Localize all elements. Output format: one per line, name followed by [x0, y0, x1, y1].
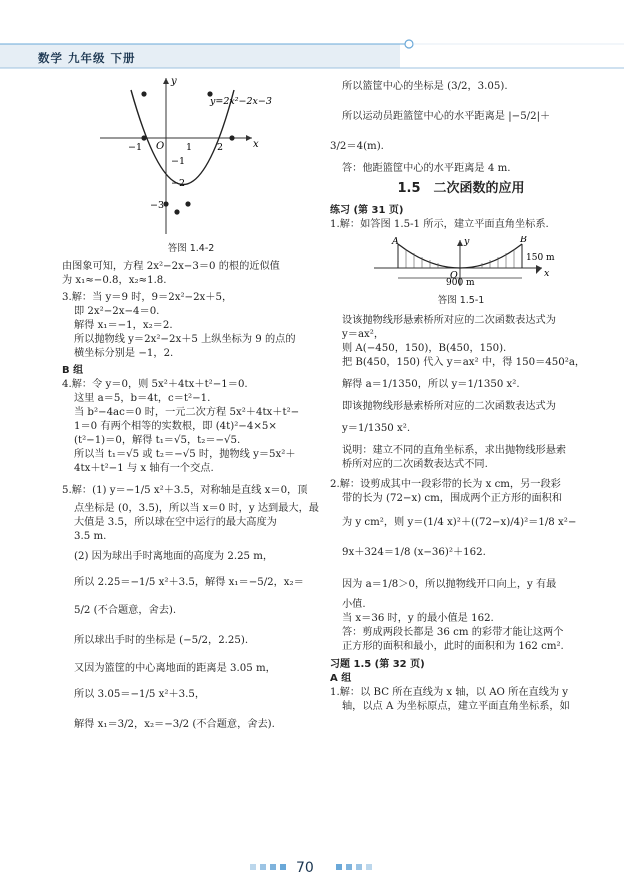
text-l16: 5.解：(1) y＝−1/5 x²＋3.5，对称轴是直线 x＝0，顶: [62, 485, 308, 496]
graph1-origin: O: [156, 141, 165, 152]
text-l11: 当 b²−4ac＝0 时，一元二次方程 5x²＋4tx＋t²−: [74, 407, 300, 418]
bridge-graph: [370, 236, 570, 294]
text-r24: A 组: [330, 673, 352, 684]
text-l12: 1＝0 有两个相等的实数根，即 (4t)²−4×5×: [74, 421, 277, 432]
text-r16: 带的长为 (72−x) cm，围成两个正方形的面积和: [342, 493, 563, 504]
text-l21: 所以 2.25＝−1/5 x²＋3.5，解得 x₁＝−5/2，x₂＝: [74, 577, 304, 588]
page-header: [0, 0, 624, 70]
text-r6: 设该抛物线形悬索桥所对应的二次函数表达式为: [342, 315, 556, 326]
bridge-point-a: A: [392, 236, 399, 247]
text-l6: 所以抛物线 y＝2x²−2x＋5 上纵坐标为 9 的点的: [74, 334, 296, 345]
text-l3: 3.解：当 y＝9 时，9＝2x²−2x＋5，: [62, 292, 233, 303]
text-l9: 4.解：令 y＝0，则 5x²＋4tx＋t²−1＝0.: [62, 379, 248, 390]
text-r23: 正方形的面积和最小，此时的面积和为 162 cm².: [342, 641, 564, 652]
graph1-caption: 答图 1.4-2: [167, 243, 215, 254]
text-r12: y＝1/1350 x².: [342, 423, 411, 434]
text-r17: 为 y cm²，则 y＝(1/4 x)²＋((72−x)/4)²＝1/8 x²−: [342, 517, 577, 528]
graph1-tick-ym3: −3: [150, 200, 165, 211]
text-r10: 解得 a＝1/1350，所以 y＝1/1350 x².: [342, 379, 520, 390]
graph1-x-label: x: [253, 139, 259, 150]
text-r26: 轴，以点 A 为坐标原点，建立平面直角坐标系，如: [342, 701, 570, 712]
text-r21: 当 x＝36 时，y 的最小值是 162.: [342, 613, 494, 624]
parabola-graph: [92, 74, 292, 242]
text-l26: 解得 x₁＝3/2，x₂＝−3/2 (不合题意，舍去).: [74, 719, 275, 730]
header-title: 数学 九年级 下册: [38, 51, 136, 65]
text-l25: 所以 3.05＝−1/5 x²＋3.5，: [74, 689, 206, 700]
text-l4: 即 2x²−2x−4＝0.: [74, 306, 160, 317]
text-r9: 把 B(450，150) 代入 y＝ax² 中，得 150＝450²a，: [342, 357, 586, 368]
graph1-y-label: y: [171, 76, 177, 87]
text-r4: 答：他距篮筐中心的水平距离是 4 m.: [342, 163, 511, 174]
text-l8: B 组: [62, 365, 84, 376]
text-l20: (2) 因为球出手时离地面的高度为 2.25 m，: [74, 551, 274, 562]
bridge-y-label: y: [464, 236, 470, 247]
text-r13: 说明：建立不同的直角坐标系，求出抛物线形悬索: [342, 445, 567, 456]
bridge-point-b: B: [520, 236, 527, 245]
bridge-origin: O: [450, 270, 458, 281]
left-column: [62, 74, 320, 732]
text-l22: 5/2 (不合题意，舍去).: [74, 605, 177, 616]
text-l23: 所以球出手时的坐标是 (−5/2，2.25).: [74, 635, 249, 646]
text-r3: 3/2＝4(m).: [330, 141, 384, 152]
text-r7: y＝ax²，: [342, 329, 385, 340]
graph1-tick-ym2: −2: [171, 178, 186, 189]
text-l1: 由图象可知，方程 2x²−2x−3＝0 的根的近似值: [62, 261, 280, 272]
text-l18: 大值是 3.5，所以球在空中运行的最大高度为: [74, 517, 277, 528]
text-l17: 点坐标是 (0，3.5)，所以当 x＝0 时，y 达到最大，最: [74, 503, 319, 514]
text-r19: 因为 a＝1/8＞0，所以抛物线开口向上，y 有最: [342, 579, 557, 590]
text-l2: 为 x₁≈−0.8，x₂≈1.8.: [62, 275, 167, 286]
text-r5: 1.解：如答图 1.5-1 所示，建立平面直角坐标系.: [330, 219, 549, 230]
text-l14: 所以当 t₁＝√5 或 t₂＝−√5 时，抛物线 y＝5x²＋: [74, 449, 296, 460]
graph1-equation: y=2x²−2x−3: [210, 96, 272, 107]
graph1-tick-x1: 1: [186, 142, 193, 153]
text-l13: (t²−1)＝0，解得 t₁＝√5，t₂＝−√5.: [74, 435, 241, 446]
text-r15: 2.解：设剪成其中一段彩带的长为 x cm，另一段彩: [330, 479, 561, 490]
graph1-tick-ym1: −1: [171, 156, 186, 167]
exercise-heading-1: 练习 (第 31 页): [330, 205, 404, 216]
exercise-heading-2: 习题 1.5 (第 32 页): [330, 659, 425, 670]
right-column: [330, 80, 592, 714]
text-r14: 桥所对应的二次函数表达式不同.: [342, 459, 488, 470]
text-r1: 所以篮筐中心的坐标是 (3/2，3.05).: [342, 81, 508, 92]
page-number: 70: [296, 860, 314, 876]
text-r18: 9x＋324＝1/8 (x−36)²＋162.: [342, 547, 486, 558]
text-l15: 4tx＋t²−1 与 x 轴有一个交点.: [74, 463, 214, 474]
graph1-tick-xm1: −1: [128, 142, 143, 153]
text-l10: 这里 a＝5，b＝4t，c＝t²−1.: [74, 393, 211, 404]
section-title: 1.5 二次函数的应用: [397, 181, 525, 196]
text-r20: 小值.: [342, 599, 366, 610]
text-r11: 即该抛物线形悬索桥所对应的二次函数表达式为: [342, 401, 556, 412]
text-r8: 则 A(−450，150)，B(450，150).: [342, 343, 507, 354]
text-l19: 3.5 m.: [74, 531, 107, 542]
graph2-caption: 答图 1.5-1: [437, 295, 485, 306]
text-r25: 1.解：以 BC 所在直线为 x 轴，以 AO 所在直线为 y: [330, 687, 569, 698]
bridge-width: 900 m: [446, 278, 475, 288]
bridge-x-label: x: [544, 268, 550, 279]
text-r22: 答：剪成两段长都是 36 cm 的彩带才能让这两个: [342, 627, 564, 638]
text-l24: 又因为篮筐的中心离地面的距离是 3.05 m，: [74, 663, 276, 674]
text-l7: 横坐标分别是 −1，2.: [74, 348, 174, 359]
graph1-tick-x2: 2: [217, 142, 224, 153]
text-l5: 解得 x₁＝−1，x₂＝2.: [74, 320, 173, 331]
bridge-height: 150 m: [526, 253, 555, 263]
text-r2: 所以运动员距篮筐中心的水平距离是 |−5/2|＋: [342, 111, 551, 122]
